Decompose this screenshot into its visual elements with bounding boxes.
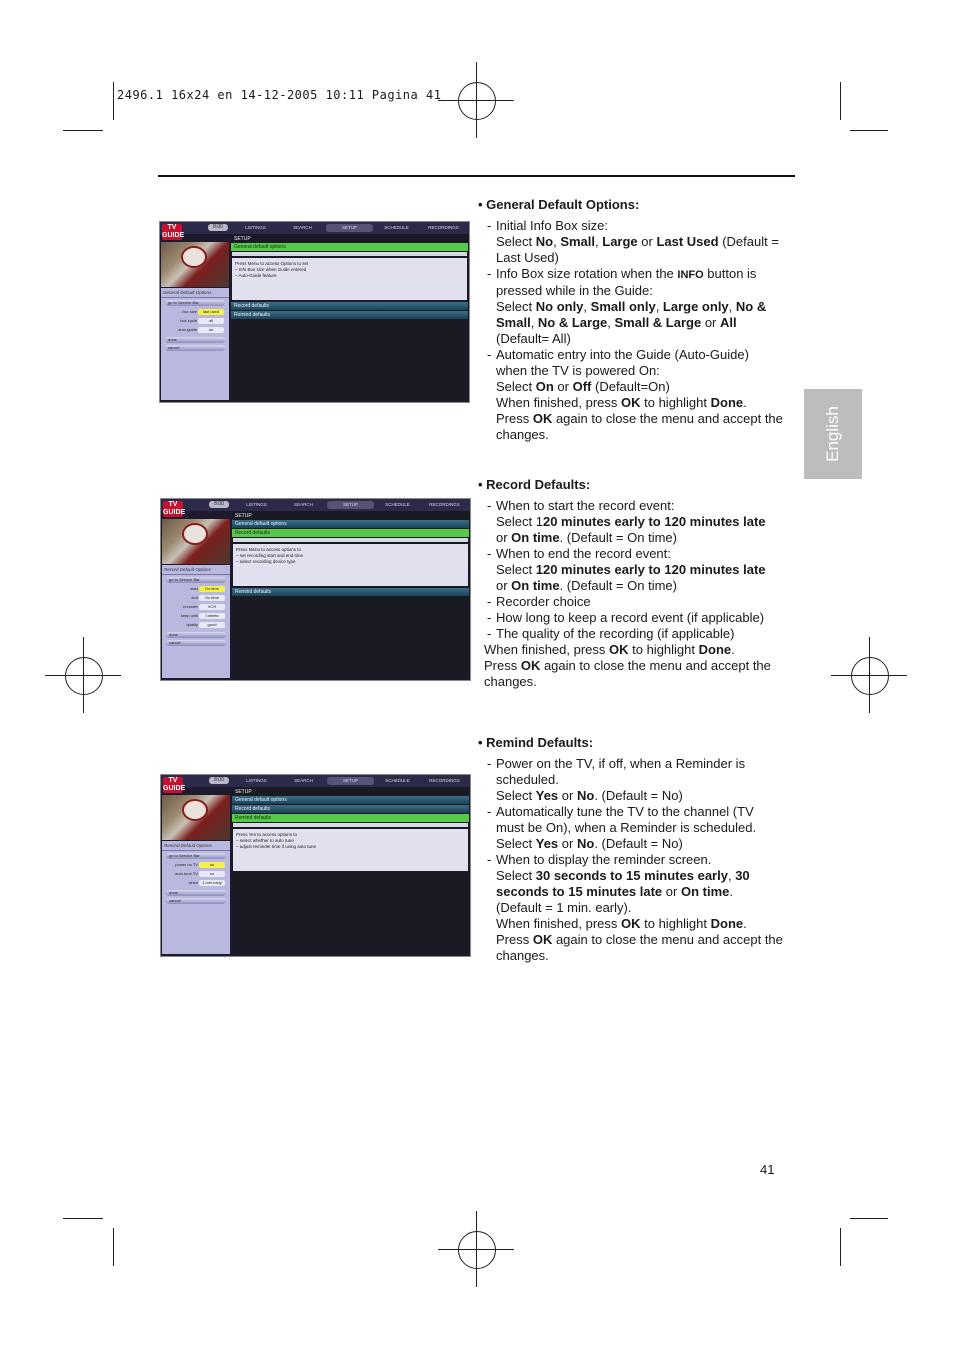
menu-remind-defaults[interactable]: Remind defaults — [232, 814, 469, 822]
list-item: - When to display the reminder screen. Select 30 seconds to 15 minutes early, 30 seconds to 15 minutes late or On time. (Default = 1 min. early). When finished, press OK to highlight Done. Press OK again to close the menu and accept the changes. — [487, 852, 783, 963]
clock: 8:00 — [209, 777, 229, 784]
tv-guide-logo: TV GUIDE — [163, 501, 186, 516]
info-box: Press Menu to access Options to set – Info Box size when Guide entered – Auto-Guide feature — [232, 258, 467, 300]
section-heading: • Record Defaults: — [478, 477, 591, 492]
video-thumbnail — [162, 519, 230, 564]
setup-main — [231, 234, 468, 400]
tab-listings[interactable]: LISTINGS — [245, 225, 266, 230]
option-row[interactable]: auto tune TV no — [164, 871, 228, 877]
menu-general-default-options[interactable]: General default options — [231, 243, 468, 251]
menu-remind-defaults[interactable]: Remind defaults — [232, 588, 469, 596]
done-button[interactable]: done — [166, 890, 226, 896]
list-item: - Initial Info Box size: Select No, Small, Large or Last Used (Default = Last Used) — [487, 218, 779, 265]
tab-search[interactable]: SEARCH — [294, 778, 313, 783]
list-item: - Info Box size rotation when the INFO button is pressed while in the Guide: Select No only, Small only, Large only, No & Small, No & Large, Small & Large or All (Default= All) — [487, 266, 767, 346]
tv-guide-screenshot-general — [159, 221, 470, 403]
tab-setup[interactable]: SETUP — [327, 501, 374, 509]
registration-mark — [65, 657, 103, 695]
list-item: - When to end the record event: Select 120 minutes early to 120 minutes late or On time. (Default = On time) — [487, 546, 766, 593]
panel-title: Record Default Options — [162, 565, 230, 575]
top-rule — [158, 175, 795, 177]
setup-heading: SETUP — [235, 789, 252, 795]
registration-mark — [851, 657, 889, 695]
option-row[interactable]: keep until I delete — [164, 613, 228, 619]
section-general-default-options — [478, 197, 796, 443]
crop-mark — [840, 1228, 841, 1266]
crop-mark — [850, 1218, 888, 1219]
menu-record-defaults[interactable]: Record defaults — [231, 302, 468, 310]
registration-mark — [458, 1231, 496, 1269]
language-tab — [804, 389, 862, 479]
setup-heading: SETUP — [234, 236, 251, 242]
spacer — [232, 252, 467, 256]
video-thumbnail — [162, 795, 230, 840]
panel-title: Remind Default Options — [162, 841, 230, 851]
done-button[interactable]: done — [166, 632, 226, 638]
options-panel — [162, 565, 230, 678]
option-row[interactable]: box size last used — [163, 309, 227, 315]
tabs — [233, 501, 468, 509]
spacer — [233, 538, 468, 542]
page-number: 41 — [760, 1162, 775, 1177]
section-remind-defaults — [478, 735, 796, 964]
setup-heading: SETUP — [235, 513, 252, 519]
clock: 8:00 — [208, 224, 228, 231]
tab-setup[interactable]: SETUP — [327, 777, 374, 785]
tv-guide-logo: TV GUIDE — [162, 224, 185, 239]
registration-mark — [869, 637, 870, 713]
list-item: - Power on the TV, if off, when a Reminder is scheduled. Select Yes or No. (Default = No) — [487, 756, 746, 803]
tab-setup[interactable]: SETUP — [326, 224, 373, 232]
tab-schedule[interactable]: SCHEDULE — [385, 778, 410, 783]
tab-listings[interactable]: LISTINGS — [246, 502, 267, 507]
crop-mark — [113, 82, 114, 120]
tab-listings[interactable]: LISTINGS — [246, 778, 267, 783]
tv-guide-screenshot-record — [160, 498, 471, 681]
cancel-button[interactable]: cancel — [166, 898, 226, 904]
registration-mark — [83, 637, 84, 713]
list-item: - How long to keep a record event (if applicable) — [487, 610, 765, 625]
list-item: - Automatic entry into the Guide (Auto-Guide) when the TV is powered On: Select On or Off (Default=On) When finished, press OK to highlight Done. Press OK again to close the menu and accept the changes. — [487, 347, 783, 442]
tv-guide-screenshot-remind — [160, 774, 471, 957]
tab-recordings[interactable]: RECORDINGS — [429, 502, 460, 507]
tab-schedule[interactable]: SCHEDULE — [384, 225, 409, 230]
options-panel — [162, 841, 230, 954]
menu-general-default-options[interactable]: General default options — [232, 796, 469, 804]
section-heading: • Remind Defaults: — [478, 735, 594, 750]
option-row[interactable]: auto-guide on — [163, 327, 227, 333]
option-row[interactable]: when 1 min early — [164, 880, 228, 886]
menu-record-defaults[interactable]: Record defaults — [232, 805, 469, 813]
section-heading: • General Default Options: — [478, 197, 640, 212]
done-button[interactable]: done — [165, 337, 225, 343]
registration-mark — [458, 82, 496, 120]
option-row[interactable]: start On time — [164, 586, 228, 592]
crop-mark — [113, 1228, 114, 1266]
tab-search[interactable]: SEARCH — [294, 502, 313, 507]
tabs — [232, 224, 467, 232]
tabs — [233, 777, 468, 785]
option-row[interactable]: box cycle all — [163, 318, 227, 324]
clock: 8:00 — [209, 501, 229, 508]
options-panel — [161, 288, 229, 400]
list-item: - The quality of the recording (if applicable) — [487, 626, 735, 641]
list-item: - Recorder choice — [487, 594, 591, 609]
tab-recordings[interactable]: RECORDINGS — [429, 778, 460, 783]
finish-instructions: When finished, press OK to highlight Done. Press OK again to close the menu and accept the changes. — [484, 642, 771, 689]
go-service-bar-button[interactable]: go to Service Bar — [166, 577, 226, 583]
crop-mark — [850, 130, 888, 131]
info-box: Press Menu to access options to – set recording start and end time – select recording device type — [233, 544, 468, 586]
tab-schedule[interactable]: SCHEDULE — [385, 502, 410, 507]
option-row[interactable]: recorder VCR — [164, 604, 228, 610]
crop-mark — [63, 1218, 103, 1219]
setup-main — [232, 511, 469, 678]
go-service-bar-button[interactable]: go to Service Bar — [166, 853, 226, 859]
go-service-bar-button[interactable]: go to Service Bar — [165, 300, 225, 306]
menu-general-default-options[interactable]: General default options — [232, 520, 469, 528]
section-record-defaults — [478, 477, 796, 690]
cancel-button[interactable]: cancel — [165, 345, 225, 351]
list-item: - Automatically tune the TV to the channel (TV must be On), when a Reminder is scheduled. Select Yes or No. (Default = No) — [487, 804, 757, 851]
video-thumbnail — [161, 242, 229, 287]
cancel-button[interactable]: cancel — [166, 640, 226, 646]
crop-mark — [63, 130, 103, 131]
crop-mark — [840, 82, 841, 120]
panel-title: General Default Options — [161, 288, 229, 298]
tv-guide-logo: TV GUIDE — [163, 777, 186, 792]
tab-recordings[interactable]: RECORDINGS — [428, 225, 459, 230]
menu-record-defaults[interactable]: Record defaults — [232, 529, 469, 537]
menu-remind-defaults[interactable]: Remind defaults — [231, 311, 468, 319]
option-row[interactable]: end On time — [164, 595, 228, 601]
language-tab-label: English — [823, 406, 842, 462]
info-box: Press Yes to access options to – select whether to auto tune – adjust reminder time if using auto tune — [233, 829, 468, 871]
registration-mark — [476, 62, 477, 138]
option-row[interactable]: power on TV no — [164, 862, 228, 868]
registration-mark — [476, 1211, 477, 1287]
option-row[interactable]: quality good — [164, 622, 228, 628]
spacer — [233, 823, 468, 827]
tab-search[interactable]: SEARCH — [293, 225, 312, 230]
print-imprint: 2496.1 16x24 en 14-12-2005 10:11 Pagina 41 — [117, 88, 442, 102]
setup-main — [232, 787, 469, 954]
list-item: - When to start the record event: Select 120 minutes early to 120 minutes late or On time. (Default = On time) — [487, 498, 766, 545]
